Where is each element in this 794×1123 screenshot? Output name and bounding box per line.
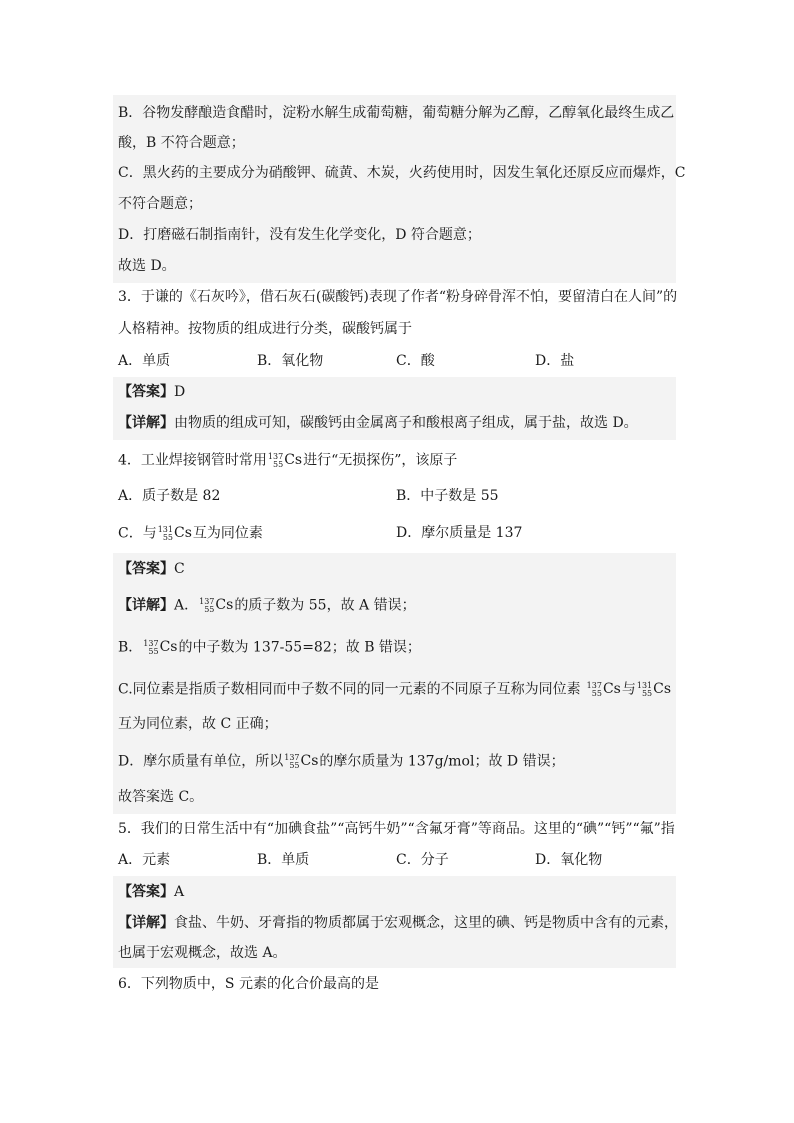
q4-detail-b: B． 137 55 Cs 的中子数为 137-55=82；故 B 错误； bbox=[118, 634, 421, 661]
q4-answer-label: 【答案】 bbox=[118, 561, 174, 577]
q4-option-a: A．质子数是 82 bbox=[118, 488, 221, 504]
q3-detail-line bbox=[118, 410, 638, 437]
q4-answer-line bbox=[118, 556, 185, 583]
q3-options bbox=[118, 348, 678, 375]
explanation-line-b1: B．谷物发酵酿造食醋时，淀粉水解生成葡萄糖，葡萄糖分解为乙醇，乙醇氧化最终生成乙 bbox=[118, 105, 675, 121]
nuclide-cs137: 137 55 Cs bbox=[143, 638, 178, 656]
q4-answer-value: C bbox=[174, 561, 185, 577]
q3-option-b: B．氧化物 bbox=[257, 353, 324, 369]
q5-stem: 5．我们的日常生活中有“加碘食盐”“高钙牛奶”“含氟牙膏”等商品。这里的“碘”“钙”“氟”指 bbox=[118, 821, 675, 837]
q4-stem bbox=[118, 447, 457, 474]
q3-detail-text: 由物质的组成可知，碳酸钙由金属离子和酸根离子组成，属于盐，故选 D。 bbox=[174, 415, 638, 431]
nuclide-cs137: 137 55 Cs bbox=[284, 752, 319, 770]
nuclide-cs131: 131 55 Cs bbox=[157, 524, 192, 542]
nuclide-z: 55 bbox=[273, 459, 284, 469]
q3-answer-value: D bbox=[174, 384, 186, 400]
explanation-line-c2: 不符合题意； bbox=[118, 196, 202, 212]
q3-detail-label: 【详解】 bbox=[118, 415, 174, 431]
q4-detail-label: 【详解】 bbox=[118, 597, 174, 614]
q5-answer-line bbox=[118, 879, 184, 906]
q3-answer-line bbox=[118, 379, 185, 406]
explanation-line-c1: C．黑火药的主要成分为硝酸钾、硫黄、木炭，火药使用时，因发生氧化还原反应而爆炸，C bbox=[118, 165, 686, 181]
q5-detail-line1: 【详解】食盐、牛奶、牙膏指的物质都属于宏观概念，这里的碘、钙是物质中含有的元素， bbox=[118, 915, 678, 931]
q3-stem-line1: 3．于谦的《石灰吟》，借石灰石(碳酸钙)表现了作者“粉身碎骨浑不怕，要留清白在人间”的 bbox=[118, 289, 678, 305]
nuclide-mass: 137 bbox=[267, 451, 284, 461]
nuclide-cs137 bbox=[268, 447, 302, 474]
q4-detail-c1: C.同位素是指质子数相同而中子数不同的同一元素的不同原子互称为同位素 137 55 Cs 与 131 55 Cs bbox=[118, 676, 672, 703]
q5-answer-value: A bbox=[174, 884, 185, 900]
q4-detail-a: 【详解】A． 137 55 Cs 的质子数为 55，故 A 错误； bbox=[118, 592, 416, 619]
q3-option-a: A．单质 bbox=[118, 353, 171, 369]
nuclide-cs137: 137 55 Cs bbox=[586, 680, 621, 698]
q5-detail-label: 【详解】 bbox=[118, 915, 174, 931]
nuclide-symbol: Cs bbox=[284, 452, 303, 468]
explanation-line-d2: 故选 D。 bbox=[118, 258, 176, 274]
q4-option-b: B．中子数是 55 bbox=[396, 488, 499, 504]
q5-detail-line2: 也属于宏观概念，故选 A。 bbox=[118, 945, 287, 961]
q3-stem-line2: 人格精神。按物质的组成进行分类，碳酸钙属于 bbox=[118, 321, 412, 337]
q5-option-b: B．单质 bbox=[257, 852, 310, 868]
explanation-line-d1: D．打磨磁石制指南针，没有发生化学变化，D 符合题意； bbox=[118, 227, 481, 243]
q5-option-c: C．分子 bbox=[396, 852, 449, 868]
q5-option-a: A．元素 bbox=[118, 852, 171, 868]
q4-option-c: C．与 131 55 Cs 互为同位素 bbox=[118, 520, 263, 548]
q5-answer-label: 【答案】 bbox=[118, 884, 174, 900]
q3-answer-label: 【答案】 bbox=[118, 384, 174, 400]
q4-stem-post: 进行“无损探伤”，该原子 bbox=[303, 452, 458, 469]
q5-option-d: D．氧化物 bbox=[535, 852, 603, 868]
q6-stem: 6．下列物质中，S 元素的化合价最高的是 bbox=[118, 976, 379, 992]
q3-option-c: C．酸 bbox=[396, 353, 435, 369]
q4-detail-d: D．摩尔质量有单位，所以 137 55 Cs 的摩尔质量为 137g/mol；故 D 错误； bbox=[118, 748, 565, 775]
q4-option-d: D．摩尔质量是 137 bbox=[396, 525, 523, 541]
q4-options-row2 bbox=[118, 520, 678, 547]
q4-stem-pre: 4．工业焊接钢管时常用 bbox=[118, 452, 267, 469]
explanation-line-b2: 酸，B 不符合题意； bbox=[118, 135, 245, 151]
q4-options-row1 bbox=[118, 483, 678, 510]
nuclide-cs137: 137 55 Cs bbox=[199, 596, 234, 614]
q4-detail-c2: 互为同位素，故 C 正确； bbox=[118, 716, 278, 732]
q5-options bbox=[118, 847, 678, 874]
q3-option-d: D．盐 bbox=[535, 353, 575, 369]
nuclide-cs131: 131 55 Cs bbox=[636, 680, 672, 698]
q4-conclusion: 故答案选 C。 bbox=[118, 789, 204, 805]
